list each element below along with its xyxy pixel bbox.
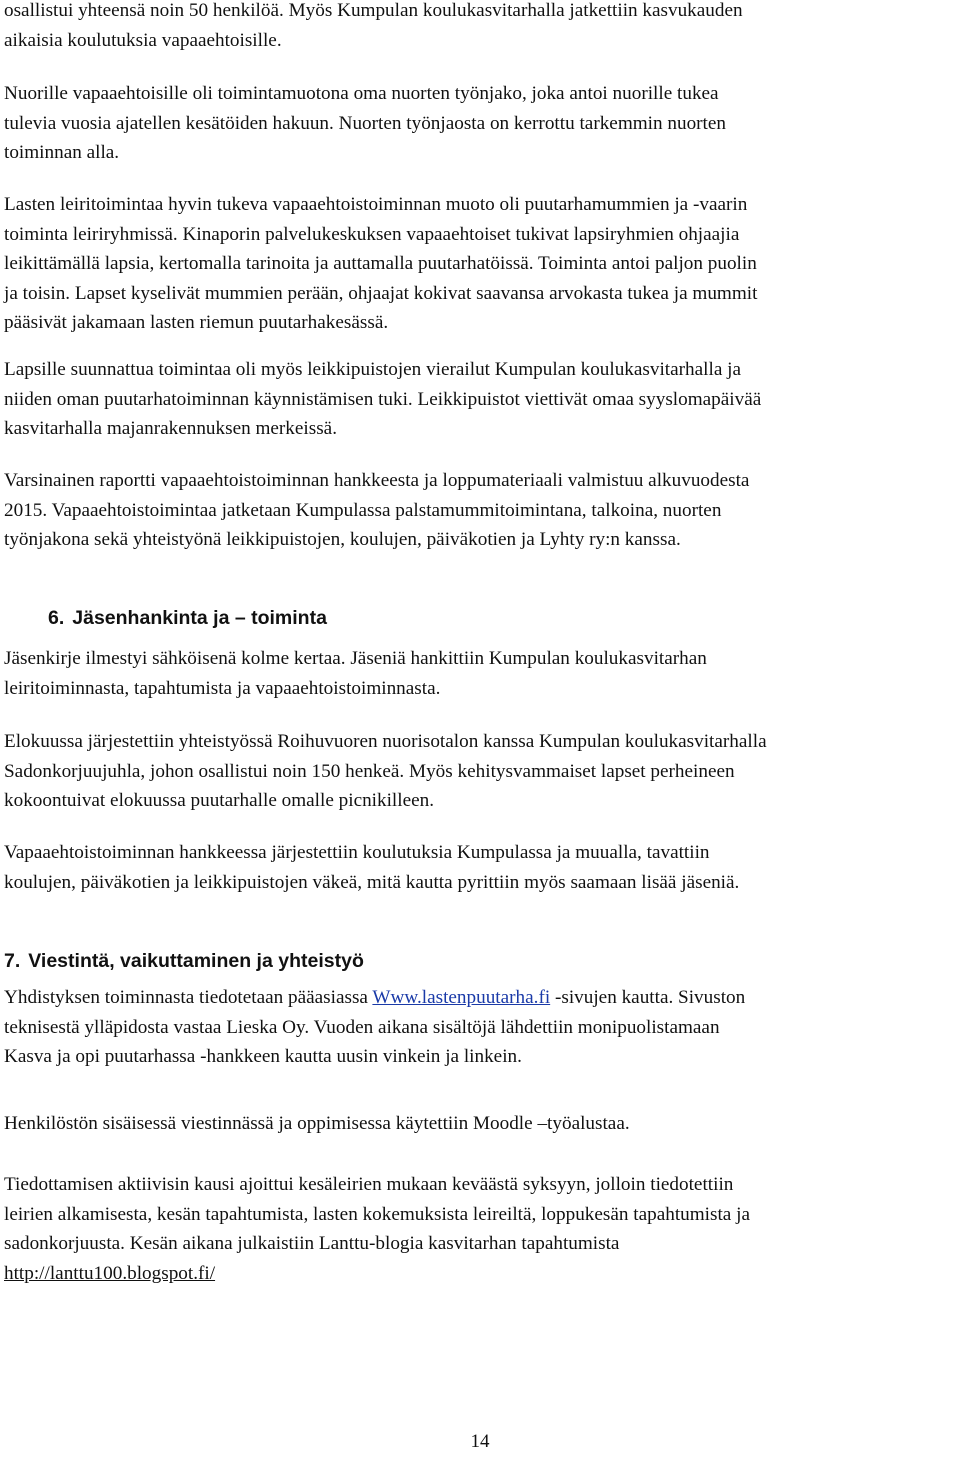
section-number: 6. <box>48 607 65 629</box>
text-line: kokoontuivat elokuussa puutarhalle omalle picnikilleen. <box>4 790 435 811</box>
text-line: koulujen, päiväkotien ja leikkipuistojen väkeä, mitä kautta pyrittiin myös saamaan lisää jäseniä. <box>4 871 740 893</box>
paragraph-playground-visits <box>4 355 960 444</box>
text-line: teknisestä ylläpidosta vastaa Lieska Oy. Vuoden aikana sisältöjä lähdettiin monipuolistamaan <box>4 1016 720 1038</box>
text-line: pääsivät jakamaan lasten riemun puutarhakesässä. <box>4 312 389 333</box>
section-heading-communication <box>4 947 364 975</box>
paragraph-website <box>4 983 960 1072</box>
paragraph-final-report <box>4 466 960 555</box>
section-title: Viestintä, vaikuttaminen ja yhteistyö <box>28 950 364 972</box>
text-line: sadonkorjuusta. Kesän aikana julkaistiin Lanttu-blogia kasvitarhan tapahtumista <box>4 1233 620 1254</box>
text-line: leirien alkamisesta, kesän tapahtumista, lasten kokemuksista leireiltä, loppukesän tapahtumista ja <box>4 1203 750 1225</box>
text-line: toiminta leiriryhmissä. Kinaporin palvelukeskuksen vapaaehtoiset tukivat lapsiryhmien ohjaajia <box>4 223 740 245</box>
text-line: aikaisia koulutuksia vapaaehtoisille. <box>4 29 282 51</box>
text-line: ja toisin. Lapset kyselivät mummien perään, ohjaajat kokivat saavansa arvokasta tukea ja mummit <box>4 282 758 304</box>
paragraph-trainings <box>4 838 960 897</box>
text-line: toiminnan alla. <box>4 142 120 163</box>
page-number: 14 <box>470 1431 490 1452</box>
text-line: Nuorille vapaaehtoisille oli toimintamuotona oma nuorten työnjako, joka antoi nuorille tukea <box>4 83 719 104</box>
text-line: 2015. Vapaaehtoistoimintaa jatketaan Kumpulassa palstamummitoimintana, talkoina, nuorten <box>4 499 722 521</box>
text-line: Varsinainen raportti vapaaehtoistoiminnan hankkeesta ja loppumateriaali valmistuu alkuvuodesta <box>4 470 750 491</box>
text-line: Vapaaehtoistoiminnan hankkeessa järjestettiin koulutuksia Kumpulassa ja muualla, tavattiin <box>4 842 710 863</box>
blog-link[interactable]: http://lanttu100.blogspot.fi/ <box>4 1262 216 1284</box>
section-number: 7. <box>4 950 21 972</box>
website-link[interactable]: Www.lastenpuutarha.fi <box>372 987 551 1008</box>
paragraph-volunteer-training <box>4 0 960 55</box>
text-line: osallistui yhteensä noin 50 henkilöä. Myös Kumpulan koulukasvitarhalla jatkettiin kasvukauden <box>4 0 743 21</box>
text-line: Henkilöstön sisäisessä viestinnässä ja oppimisessa käytettiin Moodle –työalustaa. <box>4 1113 630 1134</box>
text-line: Lasten leiritoimintaa hyvin tukeva vapaaehtoistoiminnan muoto oli puutarhamummien ja -vaarin <box>4 194 748 215</box>
text-line: Elokuussa järjestettiin yhteistyössä Roihuvuoren nuorisotalon kanssa Kumpulan koulukasvitarhalla <box>4 731 767 752</box>
text-line: leikittämällä lapsia, kertomalla tarinoita ja auttamalla puutarhatöissä. Toiminta antoi paljon puolin <box>4 253 757 274</box>
paragraph-camp-activities <box>4 190 960 338</box>
text-line: kasvitarhalla majanrakennuksen merkeissä. <box>4 418 337 439</box>
paragraph-harvest-festival <box>4 727 960 816</box>
paragraph-membership-letter <box>4 644 960 703</box>
section-heading-membership <box>48 604 327 632</box>
text-line: niiden oman puutarhatoiminnan käynnistämisen tuki. Leikkipuistot viettivät omaa syyslomapäivää <box>4 388 762 410</box>
text-line <box>4 983 960 1013</box>
text-segment: -sivujen kautta. Sivuston <box>550 987 746 1008</box>
text-line: työnjakona sekä yhteistyönä leikkipuistojen, koulujen, päiväkotien ja Lyhty ry:n kanssa. <box>4 529 681 550</box>
text-line: Jäsenkirje ilmestyi sähköisenä kolme kertaa. Jäseniä hankittiin Kumpulan koulukasvitarhan <box>4 648 707 669</box>
text-line: leiritoiminnasta, tapahtumista ja vapaaehtoistoiminnasta. <box>4 677 441 699</box>
text-line: Kasva ja opi puutarhassa -hankkeen kautta uusin vinkein ja linkein. <box>4 1046 522 1067</box>
paragraph-internal-communication <box>4 1109 960 1139</box>
text-line: Sadonkorjuujuhla, johon osallistui noin 150 henkeä. Myös kehitysvammaiset lapset perheineen <box>4 760 735 782</box>
section-title: Jäsenhankinta ja – toiminta <box>72 607 327 629</box>
text-line: Lapsille suunnattua toimintaa oli myös leikkipuistojen vierailut Kumpulan koulukasvitarhalla ja <box>4 359 741 380</box>
paragraph-youth-volunteers <box>4 79 960 168</box>
text-line: Tiedottamisen aktiivisin kausi ajoittui kesäleirien mukaan keväästä syksyyn, jolloin tiedotettiin <box>4 1174 734 1195</box>
text-line: tulevia vuosia ajatellen kesätöiden hakuun. Nuorten työnjaosta on kerrottu tarkemmin nuorten <box>4 112 726 134</box>
text-line <box>4 1259 960 1289</box>
text-segment: Yhdistyksen toiminnasta tiedotetaan pääasiassa <box>4 987 373 1008</box>
paragraph-summer-communication <box>4 1170 960 1288</box>
